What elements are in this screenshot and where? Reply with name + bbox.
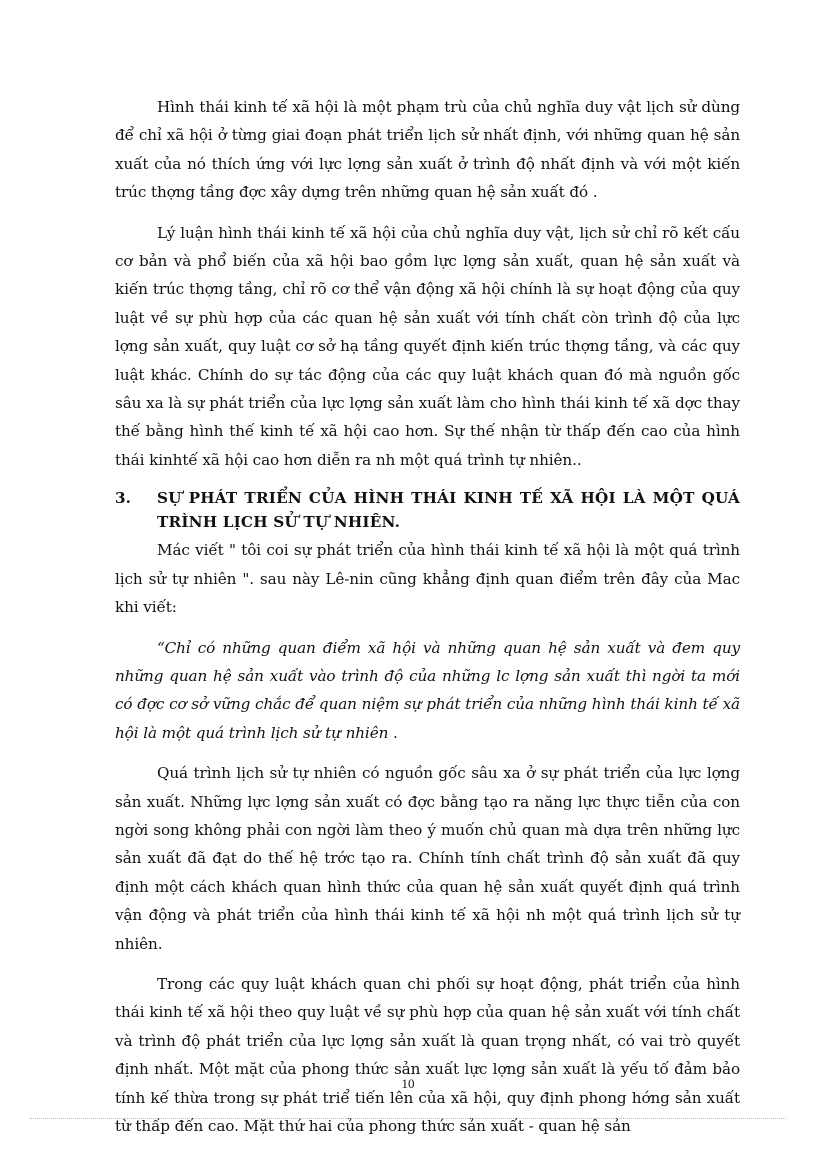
page-number: 10 (401, 1076, 415, 1091)
paragraph-5: Trong các quy luật khách quan chi phối sự hoạt động, phát triển của hình thái kinh tế xã hội theo quy luật về sự phù hợp của quan hệ sản xuất với tính chất và trình độ phát triển của lực lợng sản xuất là quan trọng nhất, có vai trò quyết định nhất. Một mặt của phong thức sản xuất lực lợng sản xuất là yếu tố đảm bảo tính kế thừa trong sự phát triể tiến lên của xã hội, quy định phong hớng sản xuất từ thấp đến cao. Mặt thứ hai của phong thức sản xuất - quan hệ sản (115, 974, 740, 1135)
paragraph-4: Quá trình lịch sử tự nhiên có nguồn gốc sâu xa ở sự phát triển của lực lợng sản xuất. Những lực lợng sản xuất có đợc bằng tạo ra năng lực thực tiễn của con ngời song không phải con ngời làm theo ý muốn chủ quan mà dựa trên những lực sản xuất đã đạt do thế hệ trớc tạo ra. Chính tính chất trình độ sản xuất đã quy định một cách khách quan hình thức của quan hệ sản xuất quyết định quá trình vận động và phát triển của hình thái kinh tế xã hội nh một quá trình lịch sử tự nhiên. (115, 764, 740, 953)
paragraph-2: Lý luận hình thái kinh tế xã hội của chủ nghĩa duy vật, lịch sử chỉ rõ kết cấu cơ bản và phổ biến của xã hội bao gồm lực lợng sản xuất, quan hệ sản xuất và kiến trúc thợng tầng, chỉ rõ cơ thể vận động xã hội chính là sự hoạt động của quy luật về sự phù hợp của các quan hệ sản xuất với tính chất còn trình độ của lực lợng sản xuất, quy luật cơ sở hạ tầng quyết định kiến trúc thợng tầng, và các quy luật khác. Chính do sự tác động của các quy luật khách quan đó mà nguồn gốc sâu xa là sự phát triển của lực lợng sản xuất làm cho hình thái kinh tế xã dợc thay thế bằng hình thế kinh tế xã hội cao hơn. Sự thế nhận từ thấp đến cao của hình thái kinhtế xã hội cao hơn diễn ra nh một quá trình tự nhiên.. (115, 223, 740, 469)
page-content (115, 93, 740, 1152)
section-heading (115, 486, 740, 534)
section-number: 3. (115, 489, 131, 508)
lenin-quote: “Chỉ có những quan điểm xã hội và những quan hệ sản xuất và đem quy những quan hệ sản xuất vào trình độ của những lc lợng sản xuất thì ngời ta mới có đợc cơ sở vững chắc để quan niệm sự phát triển của những hình thái kinh tế xã hội là một quá trình lịch sử tự nhiên . (115, 638, 740, 742)
paragraph-3: Mác viết " tôi coi sự phát triển của hình thái kinh tế xã hội là một quá trình lịch sử tự nhiên ". sau này Lê-nin cũng khẳng định quan điểm trên đây của Mac khi viết: (115, 541, 740, 617)
paragraph-1: Hình thái kinh tế xã hội là một phạm trù của chủ nghĩa duy vật lịch sử dùng để chỉ xã hội ở từng giai đoạn phát triển lịch sử nhất định, với những quan hệ sản xuất của nó thích ứng với lực lợng sản xuất ở trình độ nhất định và với một kiến trúc thợng tầng đợc xây dựng trên những quan hệ sản xuất đó . (115, 98, 740, 202)
page-bottom-divider (30, 1118, 786, 1119)
section-title: SỰ PHÁT TRIỂN CỦA HÌNH THÁI KINH TẾ XÃ HỘI LÀ MỘT QUÁ TRÌNH LỊCH SỬ TỰ NHIÊN. (157, 489, 740, 532)
